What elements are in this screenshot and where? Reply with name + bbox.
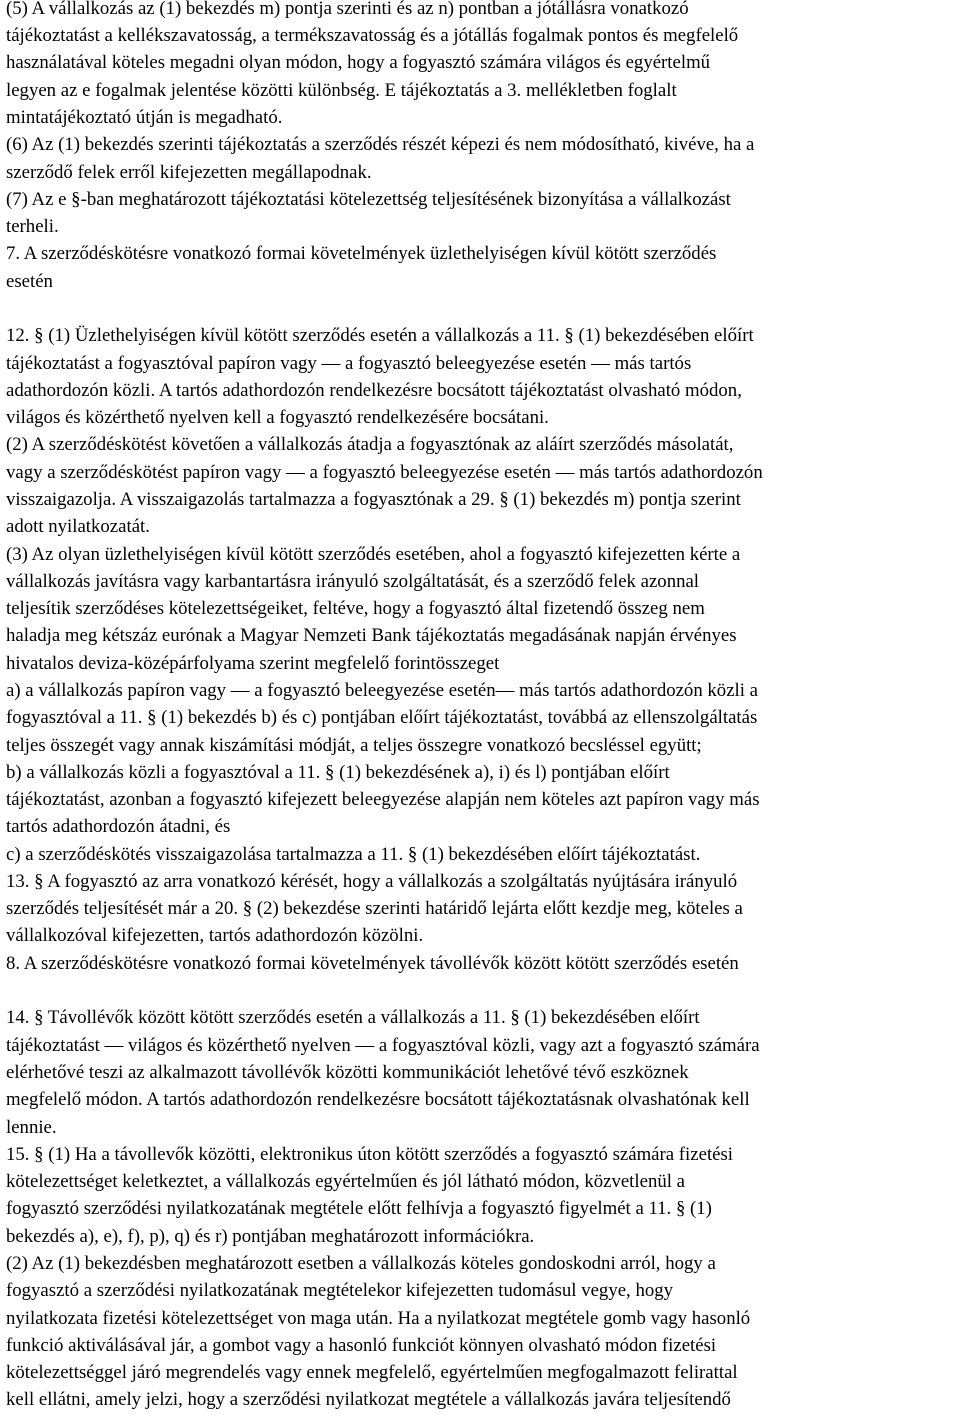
text-line: fogyasztó a szerződési nyilatkozatának megtételekor kifejezetten tudomásul vegye, hogy	[6, 1280, 674, 1301]
text-line: teljesítik szerződéses kötelezettségeiket, feltéve, hogy a fogyasztó által fizetendő összeg nem	[6, 598, 705, 619]
text-line: mintatájékoztató útján is megadható.	[6, 107, 283, 128]
text-line: tájékoztatást a fogyasztóval papíron vagy — a fogyasztó beleegyezése esetén — más tartós	[6, 353, 692, 374]
text-line: 15. § (1) Ha a távollevők közötti, elektronikus úton kötött szerződés a fogyasztó számára fizetési	[6, 1144, 734, 1165]
text-line: szerződő felek erről kifejezetten megállapodnak.	[6, 162, 372, 183]
text-line: (2) A szerződéskötést követően a vállalkozás átadja a fogyasztónak az aláírt szerződés másolatát,	[6, 434, 734, 455]
section-heading: esetén	[6, 271, 53, 292]
text-line: funkció aktiválásával jár, a gombot vagy a hasonló funkciót könnyen olvasható módon fizetési	[6, 1335, 717, 1356]
text-line: (2) Az (1) bekezdésben meghatározott esetben a vállalkozás köteles gondoskodni arról, hogy a	[6, 1253, 716, 1274]
text-line: terheli.	[6, 216, 59, 237]
text-line: 13. § A fogyasztó az arra vonatkozó kérését, hogy a vállalkozás a szolgáltatás nyújtására irányuló	[6, 871, 738, 892]
text-line: szerződés teljesítését már a 20. § (2) bekezdése szerinti határidő lejárta előtt kezdje meg, köteles a	[6, 898, 743, 919]
text-line: lennie.	[6, 1117, 57, 1138]
text-line: tartós adathordozón átadni, és	[6, 816, 231, 837]
text-line: kötelezettséggel járó megrendelés vagy ennek megfelelő, egyértelműen megfogalmazott felirattal	[6, 1362, 738, 1383]
text-line: (3) Az olyan üzlethelyiségen kívül kötött szerződés esetében, ahol a fogyasztó kifejezetten kérte a	[6, 544, 741, 565]
text-line: bekezdés a), e), f), p), q) és r) pontjában meghatározott információkra.	[6, 1226, 535, 1247]
text-line: haladja meg kétszáz eurónak a Magyar Nemzeti Bank tájékoztatás megadásának napján érvényes	[6, 625, 737, 646]
text-line: teljes összegét vagy annak kiszámítási módját, a teljes összegre vonatkozó becsléssel együtt;	[6, 735, 702, 756]
text-line: világos és közérthető nyelven kell a fogyasztó rendelkezésére bocsátani.	[6, 407, 549, 428]
text-line: b) a vállalkozás közli a fogyasztóval a 11. § (1) bekezdésének a), i) és l) pontjában előírt	[6, 762, 670, 783]
text-line: tájékoztatást a kellékszavatosság, a termékszavatosság és a jótállás fogalmak pontos és megfelelő	[6, 25, 739, 46]
text-line: hivatalos deviza-középárfolyama szerint megfelelő forintösszeget	[6, 653, 500, 674]
text-line: megfelelő módon. A tartós adathordozón rendelkezésre bocsátott tájékoztatásnak olvashatónak kell	[6, 1089, 750, 1110]
text-line: vállalkozás javításra vagy karbantartásra irányuló szolgáltatását, és a szerződő felek azonnal	[6, 571, 700, 592]
text-line: fogyasztóval a 11. § (1) bekezdés b) és c) pontjában előírt tájékoztatást, továbbá az ellenszolgáltatás	[6, 707, 758, 728]
text-line: (5) A vállalkozás az (1) bekezdés m) pontja szerinti és az n) pontban a jótállásra vonatkozó	[6, 0, 689, 19]
text-line: c) a szerződéskötés visszaigazolása tartalmazza a 11. § (1) bekezdésében előírt tájékoztatást.	[6, 844, 701, 865]
section-heading: 7. A szerződéskötésre vonatkozó formai követelmények üzlethelyiségen kívül kötött szerződés	[6, 243, 717, 264]
text-line: kötelezettséget keletkeztet, a vállalkozás egyértelműen és jól látható módon, közvetlenül a	[6, 1171, 685, 1192]
text-line: tájékoztatást, azonban a fogyasztó kifejezett beleegyezése alapján nem köteles azt papíron vagy más	[6, 789, 760, 810]
text-line: visszaigazolja. A visszaigazolás tartalmazza a fogyasztónak a 29. § (1) bekezdés m) pontja szerint	[6, 489, 741, 510]
text-line: adathordozón közli. A tartós adathordozón rendelkezésre bocsátott tájékoztatást olvasható módon,	[6, 380, 742, 401]
text-line: (7) Az e §-ban meghatározott tájékoztatási kötelezettség teljesítésének bizonyítása a vállalkozást	[6, 189, 731, 210]
text-line: adott nyilatkozatát.	[6, 516, 150, 537]
text-line: vagy a szerződéskötést papíron vagy — a fogyasztó beleegyezése esetén — más tartós adathordozón	[6, 462, 763, 483]
text-line: 12. § (1) Üzlethelyiségen kívül kötött szerződés esetén a vállalkozás a 11. § (1) bekezdésében előírt	[6, 325, 754, 346]
text-line: nyilatkozata fizetési kötelezettséget von maga után. Ha a nyilatkozat megtétele gomb vagy hasonló	[6, 1308, 751, 1329]
text-line: fogyasztó szerződési nyilatkozatának megtétele előtt felhívja a fogyasztó figyelmét a 11. § (1)	[6, 1198, 712, 1219]
text-line: 14. § Távollévők között kötött szerződés esetén a vállalkozás a 11. § (1) bekezdésében előírt	[6, 1007, 700, 1028]
text-line: (6) Az (1) bekezdés szerinti tájékoztatás a szerződés részét képezi és nem módosítható, kivéve, ha a	[6, 134, 755, 155]
text-line: kell ellátni, amely jelzi, hogy a szerződési nyilatkozat megtétele a vállalkozás javára teljesítendő	[6, 1389, 731, 1410]
text-line: tájékoztatást — világos és közérthető nyelven — a fogyasztóval közli, vagy azt a fogyasztó számára	[6, 1035, 760, 1056]
text-line: használatával köteles megadni olyan módon, hogy a fogyasztó számára világos és egyértelmű	[6, 52, 711, 73]
text-line: legyen az e fogalmak jelentése közötti különbség. E tájékoztatás a 3. mellékletben foglalt	[6, 80, 677, 101]
text-line: elérhetővé teszi az alkalmazott távollévők közötti kommunikációt lehetővé tévő eszköznek	[6, 1062, 689, 1083]
section-heading: 8. A szerződéskötésre vonatkozó formai követelmények távollévők között kötött szerződés esetén	[6, 953, 739, 974]
text-line: a) a vállalkozás papíron vagy — a fogyasztó beleegyezése esetén— más tartós adathordozón közli a	[6, 680, 758, 701]
text-line: vállalkozóval kifejezetten, tartós adathordozón közölni.	[6, 925, 424, 946]
